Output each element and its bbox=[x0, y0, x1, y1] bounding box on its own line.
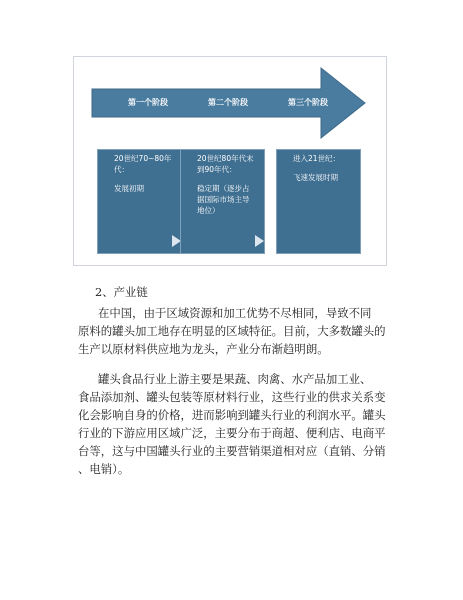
para2-line: 行业的下游应用区域广泛，主要分布于商超、便利店、电商平 bbox=[78, 426, 386, 440]
para2-line: 罐头食品行业上游主要是果蔬、肉禽、水产品加工业、 bbox=[98, 372, 372, 386]
box1-line: 代： bbox=[114, 165, 129, 174]
para1-line: 在中国，由于区域资源和加工优势不尽相同，导致不同 bbox=[98, 306, 372, 320]
para2-line: 、电销）。 bbox=[78, 462, 130, 476]
box2-line: 到90年代： bbox=[197, 165, 237, 174]
stage-box-2 bbox=[180, 149, 265, 254]
box3-spacer bbox=[293, 164, 354, 172]
para1-line: 生产以原材料供应地为龙头，产业分布渐趋明朗。 bbox=[78, 342, 329, 356]
box3-line: 飞速发展时期 bbox=[293, 173, 338, 182]
para2-line: 化会影响自身的价格，进而影响到罐头行业的利润水平。罐头 bbox=[78, 408, 386, 422]
box1-line: 20世纪70~80年 bbox=[114, 154, 172, 163]
box2-line: 稳定期（逐步占 bbox=[197, 184, 250, 193]
box3-line: 进入21世纪： bbox=[293, 154, 341, 163]
box1-line: 发展初期 bbox=[114, 184, 144, 193]
section-heading: 2、产业链 bbox=[95, 285, 148, 299]
box2-line: 20世纪80年代末 bbox=[197, 154, 254, 163]
stage-box-1 bbox=[97, 149, 182, 254]
paragraph-1 bbox=[78, 304, 396, 358]
play-arrow-icon bbox=[255, 235, 264, 247]
paragraph-2 bbox=[78, 370, 396, 478]
box2-spacer bbox=[197, 175, 258, 183]
stage-label-3: 第三个阶段 bbox=[288, 98, 328, 107]
para1-line: 原料的罐头加工地存在明显的区域特征。目前，大多数罐头的 bbox=[78, 324, 386, 338]
stage-label-2: 第二个阶段 bbox=[208, 98, 248, 107]
box1-spacer bbox=[114, 175, 175, 183]
stage-box-3 bbox=[276, 149, 361, 254]
para2-line: 食品添加剂、罐头包装等原材料行业，这些行业的供求关系变 bbox=[78, 390, 386, 404]
box2-line: 据国际市场主导 bbox=[197, 195, 250, 204]
stage-label-1: 第一个阶段 bbox=[128, 98, 168, 107]
box2-line: 地位） bbox=[197, 206, 220, 215]
para2-line: 台等，这与中国罐头行业的主要营销渠道相对应（直销、分销 bbox=[78, 444, 386, 458]
